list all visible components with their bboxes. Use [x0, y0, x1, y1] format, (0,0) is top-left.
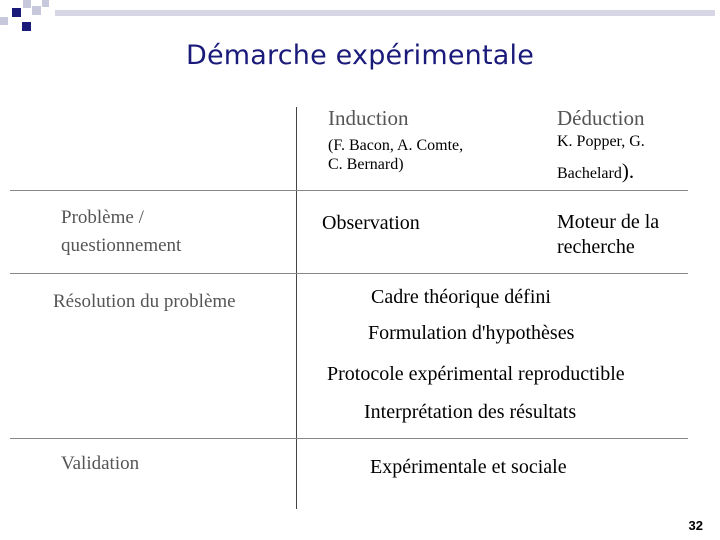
table-row-divider [10, 273, 688, 274]
deduction-authors-line2 [557, 159, 634, 184]
table-row-divider [10, 438, 688, 439]
resolution-label: Résolution du problème [53, 291, 236, 312]
decor-square-light [32, 6, 41, 15]
corner-decoration [0, 0, 60, 40]
induction-authors-line2: C. Bernard) [328, 156, 404, 173]
protocole-cell: Protocole expérimental reproductible [327, 363, 625, 385]
decor-square-light [23, 0, 31, 8]
title-decor-bar [55, 10, 715, 16]
table-row-divider [10, 190, 688, 191]
induction-heading: Induction [328, 106, 409, 130]
deduction-heading: Déduction [557, 106, 645, 130]
decor-square-light [42, 0, 49, 7]
deduction-authors-close: ). [621, 159, 635, 183]
deduction-authors-name: Bachelard [557, 165, 622, 182]
experimentale-cell: Expérimentale et sociale [370, 456, 567, 478]
validation-label: Validation [61, 453, 140, 474]
table-vertical-divider [296, 107, 297, 509]
interpretation-cell: Interprétation des résultats [364, 401, 577, 423]
probleme-label-line2: questionnement [61, 235, 182, 256]
cadre-cell: Cadre théorique défini [371, 286, 551, 308]
probleme-label-line1: Problème / [61, 207, 144, 228]
decor-square-dark [22, 22, 31, 31]
formulation-cell: Formulation d'hypothèses [368, 322, 575, 344]
slide-title: Démarche expérimentale [185, 40, 535, 71]
observation-cell: Observation [322, 212, 420, 234]
induction-authors-line1: (F. Bacon, A. Comte, [328, 137, 464, 154]
decor-square-light [0, 17, 8, 25]
page-number: 32 [688, 518, 703, 533]
moteur-cell-line1: Moteur de la [557, 211, 660, 233]
deduction-authors-line1: K. Popper, G. [557, 133, 645, 150]
decor-square-dark [12, 8, 21, 17]
moteur-cell-line2: recherche [557, 236, 635, 258]
